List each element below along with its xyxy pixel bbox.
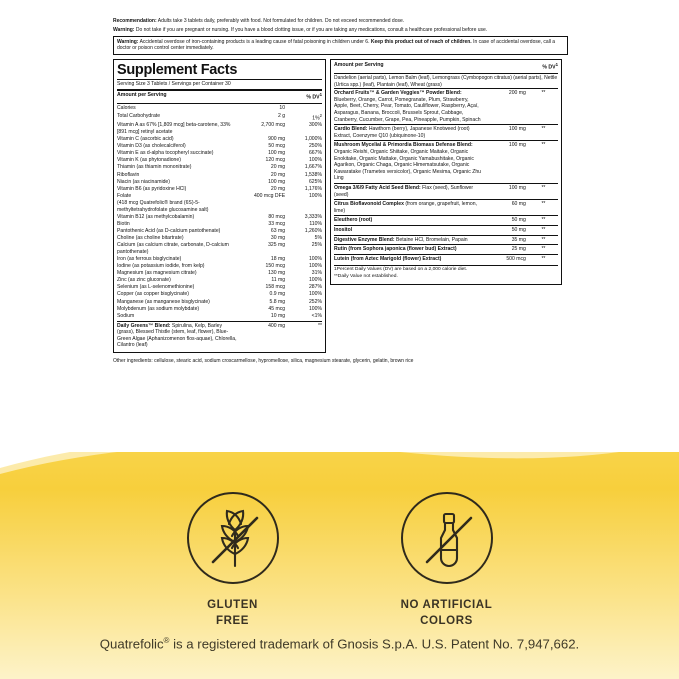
facts-amount: 45 mcg: [268, 305, 286, 312]
facts-nutrient-name: Iron (as ferrous bisglycinate): [117, 255, 182, 262]
blend-daily-value: **: [529, 89, 558, 125]
blend-name-and-body: [334, 89, 484, 125]
header-dv-right: % $DV^1$: [542, 62, 558, 71]
table-header-row: [117, 92, 322, 102]
facts-row: [117, 193, 322, 200]
wheat-crossed-icon: [189, 494, 281, 586]
facts-daily-value: 300%: [308, 122, 322, 129]
blend-name: Inositol: [334, 227, 353, 234]
blends-panel: [330, 59, 562, 285]
facts-nutrient-name: Vitamin K (as phytonadione): [117, 157, 181, 164]
other-ingredients-label: Other ingredients:: [113, 357, 153, 364]
facts-row: [117, 185, 322, 192]
facts-nutrient-name: Folate: [117, 193, 132, 200]
blend-row: [334, 226, 558, 236]
blend-name: Lutein (from Aztec Marigold (flower) Extract): [334, 255, 442, 262]
blend-name: Cardio Blend:: [334, 126, 368, 133]
no-artificial-colors-caption: [372, 598, 522, 629]
blend-body: Organic Reishi, Organic Shiitake, Organic Maitake, Organic Enokitake, Organic Mattake, Organic Yamabushitake, Organic Agarikon, Organic Chaga, Organic Himematsutake, Organic Kawaratake (Trametes versicolor), Organic Mesima, Organic Zhu Ling: [334, 148, 482, 182]
blend-body: (from orange, grapefruit, lemon, lime): [334, 201, 477, 214]
greens-continuation-text: Dandelion (aerial parts), Lemon Balm (leaf), Lemongrass (Cymbopogon citratus) (aerial parts), Nettle (Urtica spp.) (leaf), Plantain (leaf), Wheat (grass): [334, 75, 558, 88]
facts-amount: [240, 200, 285, 214]
blend-row: [334, 245, 558, 255]
facts-daily-value: 667%: [308, 150, 322, 157]
facts-daily-value: 1,176%: [304, 185, 322, 192]
no-artificial-colors-circle: [401, 492, 493, 584]
facts-nutrient-name: Thiamin (as thiamin mononitrate): [117, 164, 192, 171]
daily-greens-row: [117, 323, 322, 349]
facts-row: [117, 305, 322, 312]
facts-row: [117, 200, 322, 214]
facts-amount: 50 mcg: [268, 143, 286, 150]
facts-row: [117, 262, 322, 269]
facts-nutrient-name: Sodium: [117, 312, 135, 319]
facts-row: [117, 143, 322, 150]
blend-row: [334, 89, 558, 125]
daily-greens-amount: 400 mg: [268, 322, 286, 329]
supplement-facts-rows: [117, 105, 322, 320]
facts-amount: 325 mg: [268, 242, 286, 249]
trademark-line: [0, 636, 679, 651]
facts-nutrient-name: Biotin: [117, 220, 130, 227]
blend-name: Rutin (from Sophora japonica (flower bud) Extract): [334, 246, 457, 253]
facts-amount: 5.8 mg: [269, 298, 286, 305]
other-ingredients-text: cellulose, stearic acid, sodium croscarmellose, hypromellose, silica, magnesium stearate, glycerin, gelatin, brown rice: [152, 357, 414, 364]
gluten-free-line1: GLUTEN: [207, 599, 258, 611]
facts-amount: 10 mg: [270, 312, 286, 319]
supplement-facts-panel: [113, 59, 326, 353]
blend-body: Hawthorn (berry), Japanese Knotweed (root) Extract, Coenzyme Q10 (ubiquinone-10): [334, 126, 470, 139]
facts-amount: 100 mg: [268, 178, 286, 185]
blend-row: [334, 254, 558, 263]
blend-amount: 200 mg: [484, 89, 529, 125]
blend-name: Omega 3/6/9 Fatty Acid Seed Blend:: [334, 185, 421, 192]
facts-daily-value: 250%: [308, 143, 322, 150]
blend-name-and-body: [334, 226, 484, 236]
blend-amount: 50 mg: [484, 226, 529, 236]
daily-greens-dv: **: [318, 322, 322, 329]
facts-amount: 30 mg: [270, 235, 286, 242]
facts-row: [117, 228, 322, 235]
other-ingredients: [113, 358, 568, 365]
facts-daily-value: 100%: [308, 193, 322, 200]
blend-name-and-body: [334, 184, 484, 200]
facts-nutrient-name: Iodine (as potassium iodide, from kelp): [117, 262, 205, 269]
facts-amount: 10: [279, 105, 286, 112]
blend-name-and-body: [334, 245, 484, 255]
blend-name-and-body: [334, 235, 484, 245]
facts-nutrient-name: Calories: [117, 105, 136, 112]
supplement-facts-table: [117, 92, 322, 102]
blend-name: Mushroom Mycelial & Primordia Biomass Defense Blend:: [334, 142, 473, 149]
facts-amount: 20 mg: [270, 185, 286, 192]
facts-amount: 20 mg: [270, 164, 286, 171]
dropper-crossed-icon: [403, 494, 495, 586]
facts-row: [117, 255, 322, 262]
facts-daily-value: 100%: [308, 305, 322, 312]
blend-daily-value: **: [529, 184, 558, 200]
blend-daily-value: **: [529, 141, 558, 184]
blend-row: [334, 235, 558, 245]
supplement-facts-title: Supplement Facts: [117, 61, 238, 78]
facts-amount: 0.9 mg: [269, 291, 286, 298]
facts-daily-value: [285, 200, 322, 214]
facts-row: [117, 122, 322, 136]
facts-row: [117, 298, 322, 305]
footnote-dv: 1Percent Daily Values (DV) are based on a 2,000 calorie diet.: [334, 266, 468, 272]
facts-panels: [113, 59, 568, 353]
facts-nutrient-name: Calcium (as calcium citrate, carbonate, D-calcium pantothenate): [117, 242, 229, 255]
recommendation-text: Adults take 3 tablets daily, preferably with food. Not formulated for children. Do not exceed recommended dose.: [156, 18, 405, 24]
facts-row: [117, 277, 322, 284]
facts-nutrient-name: Choline (as choline bitartrate): [117, 235, 184, 242]
facts-row: [117, 178, 322, 185]
no-artificial-colors-line1: NO ARTIFICIAL: [400, 599, 493, 611]
facts-nutrient-name: Magnesium (as magnesium citrate): [117, 270, 197, 276]
facts-nutrient-name: Vitamin E as d-alpha tocopheryl succinate): [117, 150, 214, 157]
trademark-text: is a registered trademark of Gnosis S.p.A. U.S. Patent No. 7,947,662.: [169, 636, 580, 652]
blend-name-and-body: [334, 141, 484, 184]
facts-amount: 400 mcg DFE: [253, 193, 286, 200]
facts-daily-value: 31%: [311, 270, 322, 276]
gluten-free-caption: [158, 598, 308, 629]
facts-daily-value: 3,333%: [304, 213, 322, 220]
blend-name: Digestive Enzyme Blend:: [334, 236, 395, 243]
blend-name-and-body: [334, 125, 484, 141]
facts-amount: 33 mcg: [268, 220, 286, 227]
blend-row: [334, 141, 558, 184]
facts-daily-value: <1%: [311, 312, 322, 319]
facts-daily-value: 100%: [308, 262, 322, 269]
facts-amount: 63 mg: [270, 227, 286, 234]
facts-nutrient-name: Pantothenic Acid (as D-calcium pantothenate): [117, 227, 221, 234]
facts-amount: 2,700 mcg: [261, 122, 286, 129]
blend-body: Flax (seed), Sunflower (seed): [334, 185, 474, 198]
facts-nutrient-name: Vitamin B6 (as pyridoxine HCl): [117, 185, 187, 192]
facts-daily-value: 1%$^2$: [312, 112, 322, 122]
facts-row: [117, 171, 322, 178]
blend-name-and-body: [334, 216, 484, 226]
facts-daily-value: 1,667%: [304, 164, 322, 171]
facts-nutrient-name: Molybdenum (as sodium molybdate): [117, 305, 200, 312]
blend-row: [334, 125, 558, 141]
facts-amount: 11 mg: [271, 277, 286, 284]
facts-nutrient-name: Niacin (as niacinamide): [117, 178, 170, 185]
header-amount-per-serving-right: Amount per Serving: [334, 62, 384, 69]
facts-daily-value: 287%: [308, 284, 322, 291]
facts-amount: 120 mcg: [265, 157, 286, 164]
facts-daily-value: 25%: [311, 242, 322, 249]
facts-row: [117, 242, 322, 256]
blend-amount: 35 mg: [484, 235, 529, 245]
warning-label: Warning:: [113, 26, 135, 33]
facts-row: [117, 312, 322, 319]
facts-nutrient-name: (418 mcg Quatrefolic® brand (6S)-5-methyltetrahydrofolate glucosamine salt): [117, 200, 209, 213]
header-dv: % $DV^1$: [306, 92, 322, 101]
facts-nutrient-name: Manganese (as manganese bisglycinate): [117, 298, 210, 305]
facts-row: [117, 105, 322, 112]
facts-amount: 80 mcg: [268, 213, 286, 220]
facts-nutrient-name: Vitamin B12 (as methylcobalamin): [117, 213, 195, 220]
blend-body: Betaine HCl, Bromelain, Papain: [394, 236, 468, 243]
blend-daily-value: **: [529, 125, 558, 141]
facts-nutrient-name: Zinc (as zinc gluconate): [117, 277, 171, 284]
facts-row: [117, 291, 322, 298]
blend-amount: 60 mg: [484, 200, 529, 216]
blends-table: [334, 88, 558, 263]
badge-no-artificial-colors: [372, 492, 522, 629]
facts-daily-value: 252%: [308, 298, 322, 305]
header-amount-per-serving: Amount per Serving: [117, 92, 167, 99]
blend-daily-value: **: [529, 226, 558, 236]
facts-daily-value: 1,260%: [304, 227, 322, 234]
facts-daily-value: 110%: [309, 220, 322, 227]
facts-amount: 18 mg: [270, 255, 286, 262]
iron-warning-tail: In case of accidental overdose, call a doctor or poison control center immediately.: [117, 38, 556, 52]
blend-row: [334, 200, 558, 216]
facts-row: [117, 150, 322, 157]
facts-daily-value: 100%: [308, 291, 322, 298]
facts-amount: 100 mg: [268, 150, 286, 157]
blend-amount: 100 mg: [484, 141, 529, 184]
facts-daily-value: 100%: [308, 255, 322, 262]
facts-amount: 2 g: [278, 112, 286, 119]
facts-nutrient-name: Riboflavin: [117, 171, 140, 178]
blend-amount: 500 mcg: [484, 254, 529, 263]
gluten-free-line2: FREE: [215, 614, 250, 627]
blend-row: [334, 216, 558, 226]
recommendation-paragraph: [113, 18, 568, 25]
iron-warning-bold: Keep this product out of reach of children.: [370, 38, 472, 45]
no-artificial-colors-line2: COLORS: [420, 614, 473, 627]
blend-name: Citrus Bioflavonoid Complex: [334, 201, 404, 208]
footnote-no-dv: **Daily Value not established.: [334, 274, 398, 280]
gluten-free-circle: [187, 492, 279, 584]
facts-nutrient-name: Vitamin D3 (as cholecalciferol): [117, 143, 186, 150]
facts-row: [117, 136, 322, 143]
blend-daily-value: **: [529, 254, 558, 263]
facts-row: [117, 284, 322, 291]
blend-amount: 25 mg: [484, 245, 529, 255]
blend-name: Orchard Fruits™ & Garden Veggies™ Powder Blend:: [334, 90, 462, 97]
trademark-brand: Quatrefolic: [99, 636, 164, 652]
facts-daily-value: [285, 105, 322, 112]
badge-gluten-free: [158, 492, 308, 629]
facts-daily-value: 5%: [314, 235, 322, 242]
serving-size-line: Serving Size 3 Tablets / Servings per Container 30: [117, 81, 231, 88]
facts-row: [117, 220, 322, 227]
facts-nutrient-name: Vitamin C (ascorbic acid): [117, 135, 174, 142]
facts-row: [117, 213, 322, 220]
facts-amount: 20 mg: [270, 171, 286, 178]
supplement-label: [113, 18, 568, 436]
daily-greens-name: Daily Greens™ Blend:: [117, 322, 171, 329]
blend-name-and-body: [334, 200, 484, 216]
blend-daily-value: **: [529, 245, 558, 255]
blend-name-and-body: [334, 254, 484, 263]
facts-daily-value: 1,538%: [304, 171, 322, 178]
blend-amount: 100 mg: [484, 184, 529, 200]
trademark-sup: ®: [163, 636, 170, 645]
facts-daily-value: 625%: [308, 178, 322, 185]
iron-warning-text: Accidental overdose of iron-containing products is a leading cause of fatal poisoning in children under 6.: [138, 38, 371, 45]
facts-amount: 900 mg: [268, 135, 286, 142]
warning-paragraph: [113, 27, 568, 34]
recommendation-label: Recommendation:: [113, 18, 157, 24]
blend-daily-value: **: [529, 235, 558, 245]
facts-row: [117, 164, 322, 171]
blend-amount: 50 mg: [484, 216, 529, 226]
blend-body: Blueberry, Orange, Carrot, Pomegranate, Plum, Strawberry, Apple, Beet, Cherry, Pear, Tomato, Cauliflower, Raspberry, Açaí, Asparagus, Banana, Broccoli, Brussels Sprout, Cabbage, Cranberry, Cucumber, Grape, Pea, Pineapple, Pumpkin, Spinach: [334, 96, 481, 123]
iron-warning-label: Warning:: [117, 38, 139, 45]
facts-amount: 158 mcg: [265, 284, 286, 291]
facts-amount: 130 mg: [268, 270, 286, 276]
facts-daily-value: 100%: [308, 277, 322, 284]
blend-daily-value: **: [529, 200, 558, 216]
blend-row: [334, 184, 558, 200]
facts-row: [117, 112, 322, 122]
facts-daily-value: 100%: [308, 157, 322, 164]
facts-nutrient-name: Selenium (as L-selenomethionine): [117, 284, 195, 291]
daily-greens-body: Spirulina, Kelp, Barley (grass), Blessed Thistle (stem, leaf, flower), Blue-Green Algae (Aphanizomenon flos-aquae), Chlorella, Cilantro (leaf): [117, 322, 237, 349]
facts-nutrient-name: Total Carbohydrate: [117, 112, 161, 119]
iron-warning-box: [113, 36, 568, 55]
facts-row: [117, 270, 322, 277]
wave-divider: [0, 428, 679, 488]
facts-nutrient-name: Vitamin A as 67% [1,809 mcg] beta-carotene, 33% [891 mcg] retinyl acetate: [117, 122, 231, 135]
blend-daily-value: **: [529, 216, 558, 226]
blend-name: Eleuthero (root): [334, 217, 373, 224]
facts-row: [117, 235, 322, 242]
facts-row: [117, 157, 322, 164]
facts-nutrient-name: Copper (as copper bisglycinate): [117, 291, 189, 298]
warning-text: Do not take if you are pregnant or nursing. If you have a blood clotting issue, or if you are taking any medications, consult a healthcare professional before use.: [134, 26, 488, 33]
badge-row: [0, 492, 679, 629]
blend-amount: 100 mg: [484, 125, 529, 141]
facts-amount: 150 mcg: [265, 262, 286, 269]
facts-daily-value: 1,000%: [304, 135, 322, 142]
blends-header-table: [334, 62, 558, 72]
